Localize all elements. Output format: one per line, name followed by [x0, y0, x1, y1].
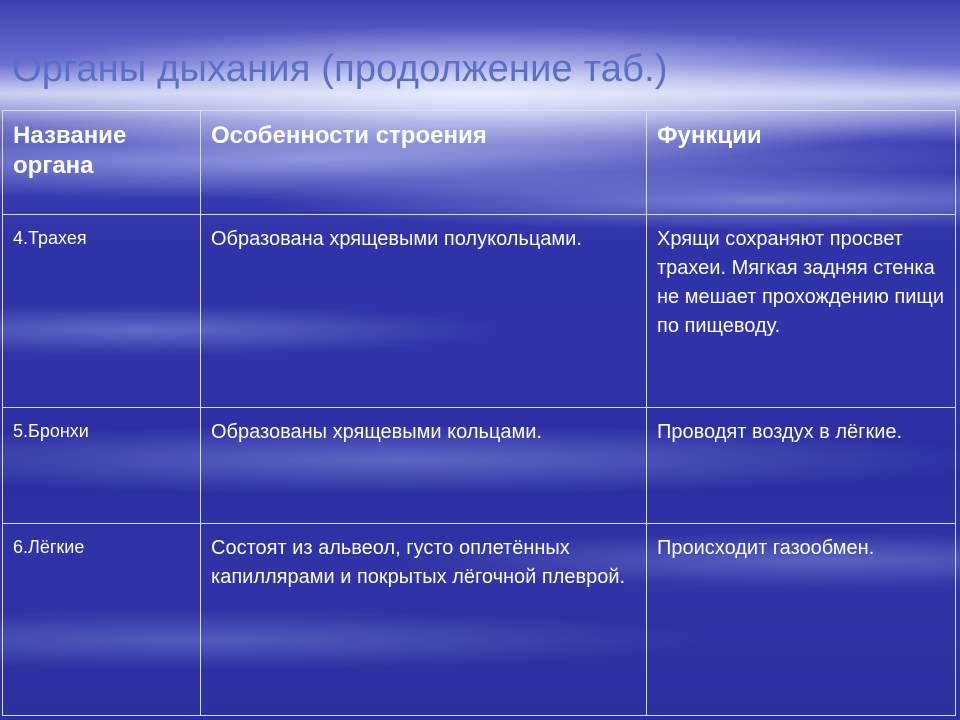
header-functions: Функции [647, 111, 956, 215]
functions-cell: Происходит газообмен. [647, 524, 956, 716]
organs-table [2, 110, 956, 716]
table-row [3, 408, 956, 524]
functions-cell: Хрящи сохраняют просвет трахеи. Мягкая задняя стенка не мешает прохождению пищи по пищеводу. [647, 215, 956, 408]
organ-name-cell: 6.Лёгкие [3, 524, 201, 716]
structure-cell: Образованы хрящевыми кольцами. [201, 408, 647, 524]
structure-cell: Состоят из альвеол, густо оплетённых капиллярами и покрытых лёгочной плеврой. [201, 524, 647, 716]
organ-name-cell: 4.Трахея [3, 215, 201, 408]
table-row [3, 524, 956, 716]
structure-cell: Образована хрящевыми полукольцами. [201, 215, 647, 408]
table-row [3, 215, 956, 408]
header-organ-name: Название органа [3, 111, 201, 215]
organ-name-cell: 5.Бронхи [3, 408, 201, 524]
functions-cell: Проводят воздух в лёгкие. [647, 408, 956, 524]
header-structure: Особенности строения [201, 111, 647, 215]
slide-title: Органы дыхания (продолжение таб.) [12, 48, 668, 90]
table-header-row [3, 111, 956, 215]
